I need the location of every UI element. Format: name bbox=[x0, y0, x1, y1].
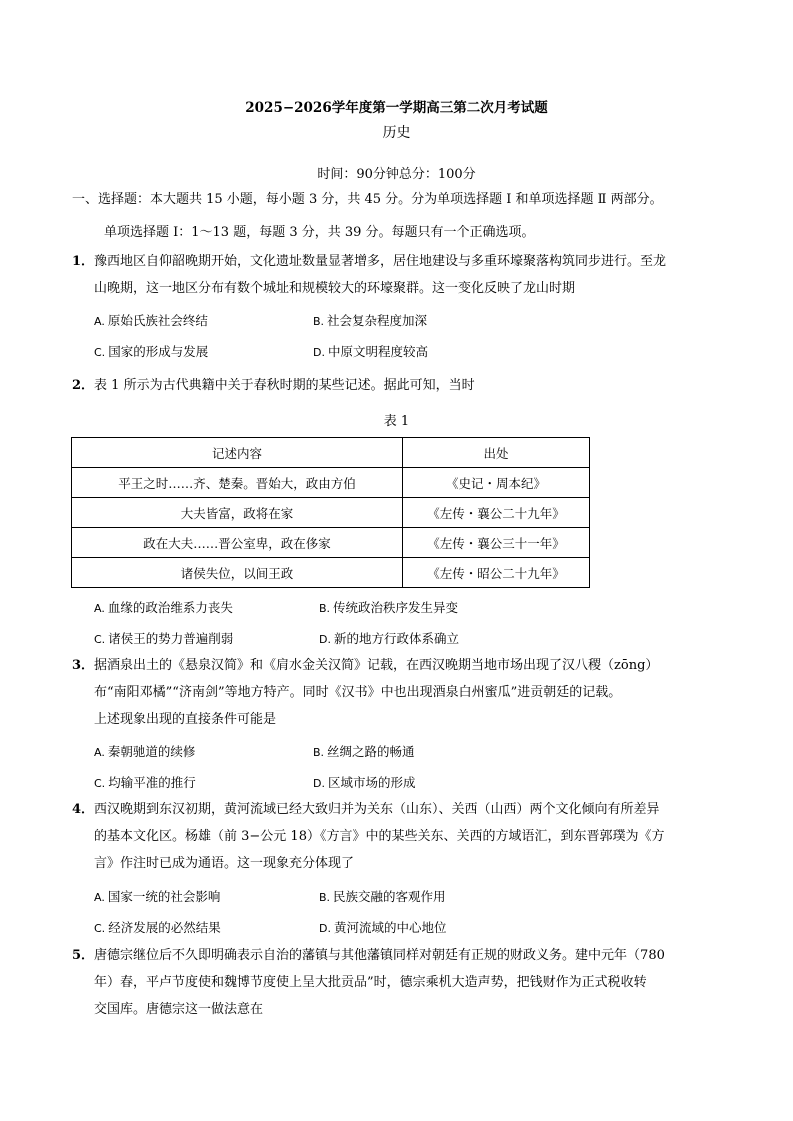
question-text: 山晚期，这一地区分布有数个城址和规模较大的环壕聚群。这一变化反映了龙山时期 bbox=[94, 281, 576, 296]
option-c[interactable]: C. 经济发展的必然结果 bbox=[94, 920, 221, 935]
question-text: 年）春，平卢节度使和魏博节度使上呈大批贡品”时，德宗乘机大造声势，把钱财作为正式税收转 bbox=[94, 975, 647, 990]
question-3 bbox=[72, 652, 658, 733]
question-5 bbox=[72, 942, 665, 1023]
question-text: 的基本文化区。杨雄（前 3−公元 18）《方言》中的某些关东、关西的方域语汇，到东晋郭璞为《方 bbox=[94, 829, 665, 844]
table-cell: 《左传・襄公三十一年》 bbox=[403, 528, 590, 558]
table-header-row bbox=[72, 438, 590, 468]
table-cell: 《左传・昭公二十九年》 bbox=[403, 558, 590, 588]
question-text: 交国库。唐德宗这一做法意在 bbox=[94, 1002, 264, 1017]
question-text: 西汉晚期到东汉初期，黄河流域已经大致归并为关东（山东）、关西（山西）两个文化倾向有所差异 bbox=[94, 802, 660, 817]
option-c[interactable]: C. 诸侯王的势力普遍削弱 bbox=[94, 631, 234, 646]
question-number: 1． bbox=[72, 254, 95, 269]
option-d[interactable]: D. 新的地方行政体系确立 bbox=[319, 631, 459, 646]
subject-title: 历史 bbox=[382, 125, 411, 141]
question-2 bbox=[72, 372, 475, 399]
table-row bbox=[72, 528, 590, 558]
option-c[interactable]: C. 国家的形成与发展 bbox=[94, 344, 209, 359]
question-number: 3． bbox=[72, 658, 95, 673]
option-b[interactable]: B. 社会复杂程度加深 bbox=[313, 313, 428, 328]
question-text: 豫西地区自仰韶晚期开始，文化遗址数量显著增多，居住地建设与多重环壕聚落构筑同步进行。至龙 bbox=[94, 254, 667, 269]
option-a[interactable]: A. 国家一统的社会影响 bbox=[94, 889, 221, 904]
table-cell: 《左传・襄公二十九年》 bbox=[403, 498, 590, 528]
table-row bbox=[72, 468, 590, 498]
option-d[interactable]: D. 黄河流域的中心地位 bbox=[319, 920, 447, 935]
section-intro: 一、选择题：本大题共 15 小题，每小题 3 分，共 45 分。分为单项选择题 I 和单项选择题 Ⅱ 两部分。 bbox=[72, 192, 663, 207]
option-a[interactable]: A. 血缘的政治维系力丧失 bbox=[94, 600, 233, 615]
option-b[interactable]: B. 民族交融的客观作用 bbox=[319, 889, 446, 904]
exam-title: 2025−2026学年度第一学期高三第二次月考试题 bbox=[245, 100, 548, 116]
exam-meta: 时间：90分钟总分：100分 bbox=[317, 167, 476, 182]
option-b[interactable]: B. 传统政治秩序发生异变 bbox=[319, 600, 459, 615]
option-d[interactable]: D. 中原文明程度较高 bbox=[313, 344, 428, 359]
table-caption: 表 1 bbox=[383, 414, 410, 429]
question-number: 4． bbox=[72, 802, 95, 817]
table-cell: 政在大夫……晋公室卑，政在侈家 bbox=[72, 528, 403, 558]
table-cell: 《史记・周本纪》 bbox=[403, 468, 590, 498]
question-text: 唐德宗继位后不久即明确表示自治的藩镇与其他藩镇同样对朝廷有正规的财政义务。建中元年（780 bbox=[94, 948, 665, 963]
question-text: 据酒泉出土的《悬泉汉简》和《肩水金关汉简》记载，在西汉晚期当地市场出现了汉八稷（zōng） bbox=[94, 658, 659, 673]
question-number: 5． bbox=[72, 948, 95, 963]
section-sub-intro: 单项选择题 I：1～13 题，每题 3 分，共 39 分。每题只有一个正确选项。 bbox=[104, 225, 535, 240]
question-text: 布“南阳邓橘”“济南剑”等地方特产。同时《汉书》中也出现酒泉白州蜜瓜”进贡朝廷的记载。 bbox=[94, 685, 622, 700]
option-c[interactable]: C. 均输平准的推行 bbox=[94, 775, 196, 790]
question-text: 上述现象出现的直接条件可能是 bbox=[94, 712, 277, 727]
table-cell: 诸侯失位，以间王政 bbox=[72, 558, 403, 588]
table-header-cell: 出处 bbox=[403, 438, 590, 468]
question-text: 表 1 所示为古代典籍中关于春秋时期的某些记述。据此可知，当时 bbox=[94, 378, 475, 393]
table-row bbox=[72, 498, 590, 528]
option-b[interactable]: B. 丝绸之路的畅通 bbox=[313, 744, 415, 759]
table-header-cell: 记述内容 bbox=[72, 438, 403, 468]
table-1 bbox=[71, 437, 590, 588]
question-number: 2． bbox=[72, 378, 95, 393]
question-1 bbox=[72, 248, 666, 302]
question-4 bbox=[72, 796, 664, 877]
table-cell: 大夫皆富，政将在家 bbox=[72, 498, 403, 528]
option-a[interactable]: A. 原始氏族社会终结 bbox=[94, 313, 208, 328]
option-d[interactable]: D. 区域市场的形成 bbox=[313, 775, 416, 790]
table-row bbox=[72, 558, 590, 588]
question-text: 言》作注时已成为通语。这一现象充分体现了 bbox=[94, 856, 355, 871]
option-a[interactable]: A. 秦朝驰道的续修 bbox=[94, 744, 196, 759]
table-cell: 平王之时……齐、楚秦。晋始大，政由方伯 bbox=[72, 468, 403, 498]
